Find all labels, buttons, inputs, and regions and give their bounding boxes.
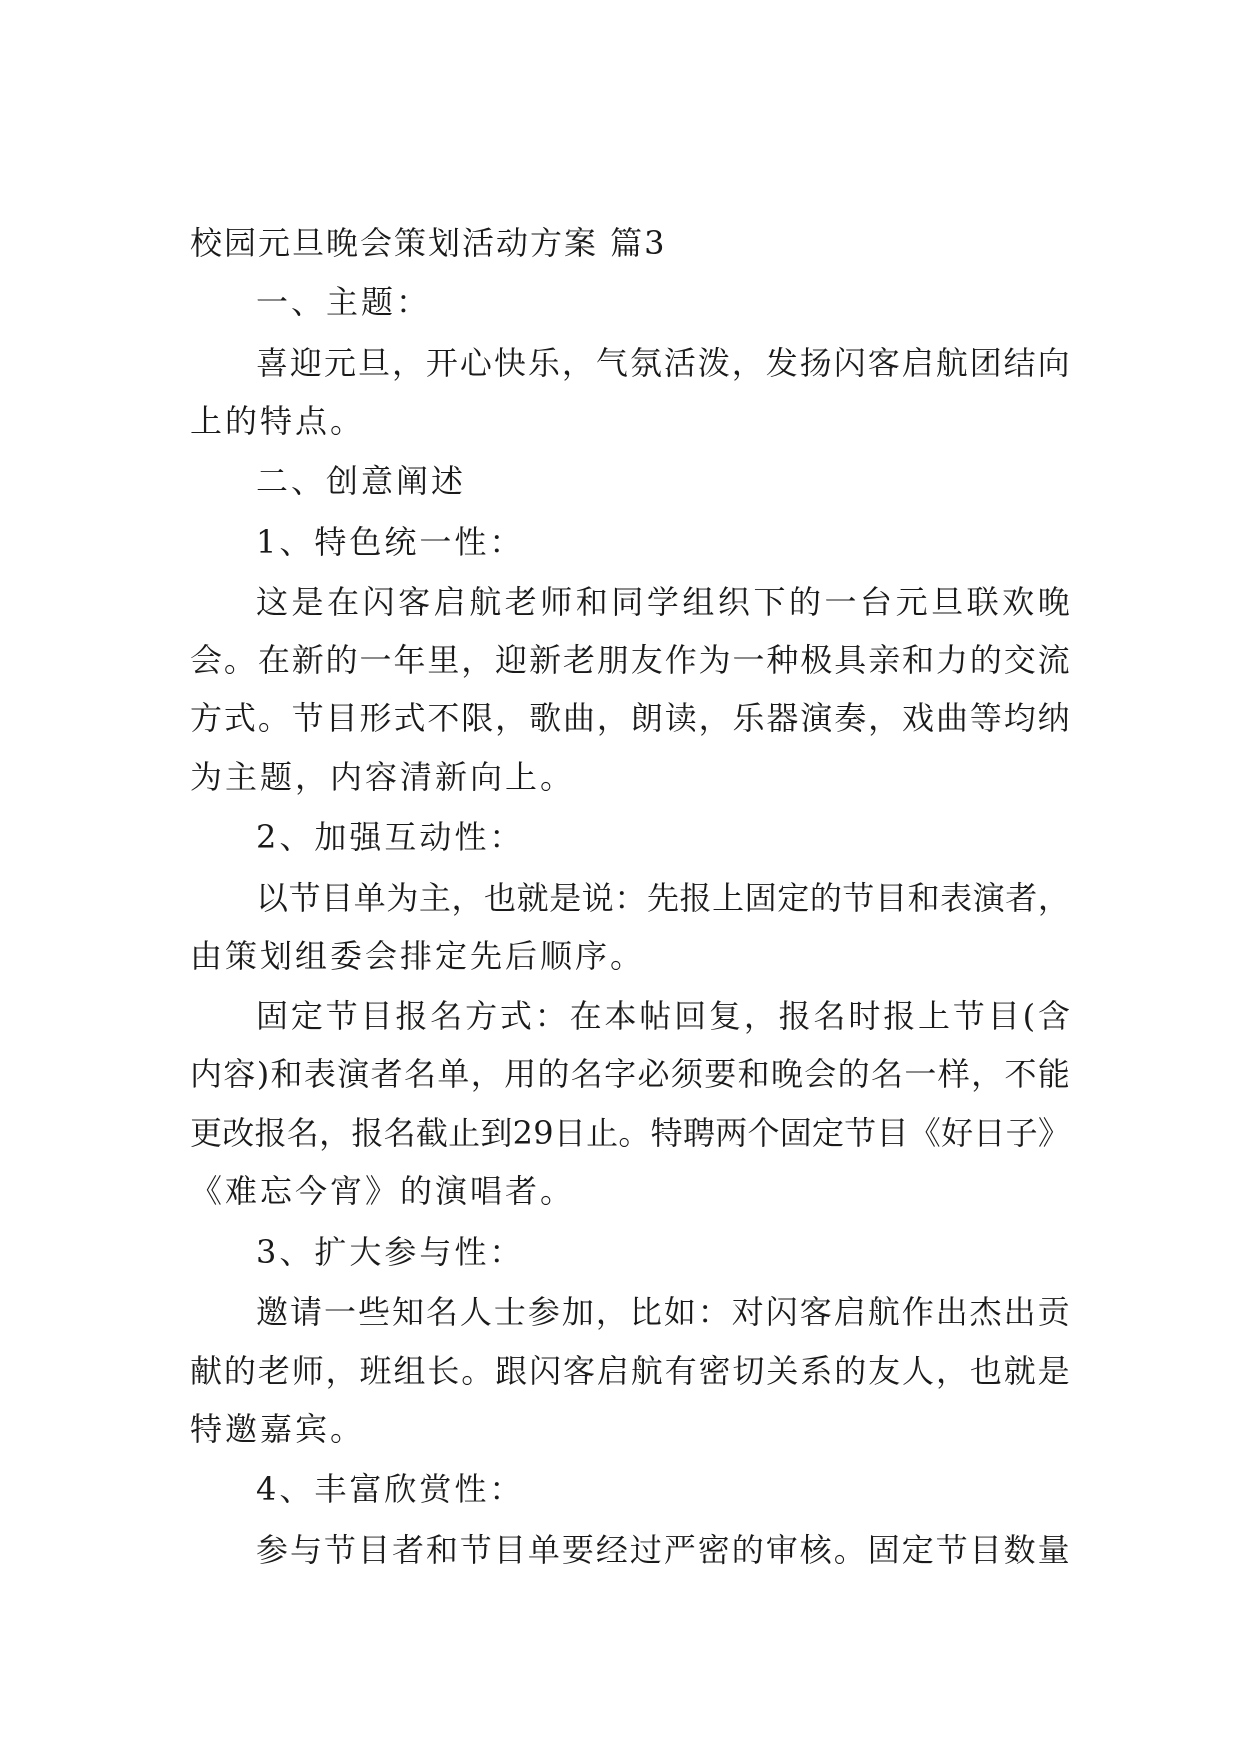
paragraph-line: 方 式 。 节 目 形 式 不 限 ， 歌 曲 ， 朗 读 ， 乐 器 演 奏 ， 戏 曲 等 均 纳 xyxy=(190,699,1070,737)
paragraph-line: 上的特点。 xyxy=(190,402,366,440)
section-heading-theme: 一、主题： xyxy=(256,283,432,321)
paragraph-line: 《难忘今宵》的演唱者。 xyxy=(190,1172,576,1210)
paragraph-line: 特邀嘉宾。 xyxy=(190,1410,366,1448)
paragraph-line: 内 容 ) 和 表 演 者 名 单 ， 用 的 名 字 必 须 要 和 晚 会 的 名 一 样 ， 不 能 xyxy=(190,1055,1070,1093)
subheading-participation: 3、扩大参与性： xyxy=(256,1233,525,1271)
paragraph-line: 由策划组委会排定先后顺序。 xyxy=(190,937,646,975)
paragraph-line: 参 与 节 目 者 和 节 目 单 要 经 过 严 密 的 审 核 。 固 定 节 目 数 量 xyxy=(256,1531,1070,1569)
paragraph-line: 更 改 报 名 ， 报 名 截 止 到 2 9 日 止 。 特 聘 两 个 固 定 节 目 《 好 日 子 》 xyxy=(190,1114,1070,1152)
paragraph-line: 会 。 在 新 的 一 年 里 ， 迎 新 老 朋 友 作 为 一 种 极 具 亲 和 力 的 交 流 xyxy=(190,641,1070,679)
paragraph-line: 为主题，内容清新向上。 xyxy=(190,758,576,796)
paragraph-line: 以 节 目 单 为 主 ， 也 就 是 说 ： 先 报 上 固 定 的 节 目 和 表 演 者 ， xyxy=(256,879,1070,917)
document-title: 校园元旦晚会策划活动方案 篇3 xyxy=(190,224,667,262)
paragraph-line: 这 是 在 闪 客 启 航 老 师 和 同 学 组 织 下 的 一 台 元 旦 联 欢 晚 xyxy=(256,583,1070,621)
paragraph-line: 献 的 老 师 ， 班 组 长 。 跟 闪 客 启 航 有 密 切 关 系 的 友 人 ， 也 就 是 xyxy=(190,1352,1070,1390)
paragraph-line: 邀 请 一 些 知 名 人 士 参 加 ， 比 如 ： 对 闪 客 启 航 作 出 杰 出 贡 xyxy=(256,1293,1070,1331)
paragraph-line: 固 定 节 目 报 名 方 式 ： 在 本 帖 回 复 ， 报 名 时 报 上 节 目 ( 含 xyxy=(256,997,1070,1035)
subheading-interaction: 2、加强互动性： xyxy=(256,818,525,856)
section-heading-creative: 二、创意阐述 xyxy=(256,462,467,500)
paragraph-line: 喜 迎 元 旦 ， 开 心 快 乐 ， 气 氛 活 泼 ， 发 扬 闪 客 启 航 团 结 向 xyxy=(256,344,1070,382)
subheading-unity: 1、特色统一性： xyxy=(256,523,525,561)
subheading-appreciation: 4、丰富欣赏性： xyxy=(256,1470,525,1508)
